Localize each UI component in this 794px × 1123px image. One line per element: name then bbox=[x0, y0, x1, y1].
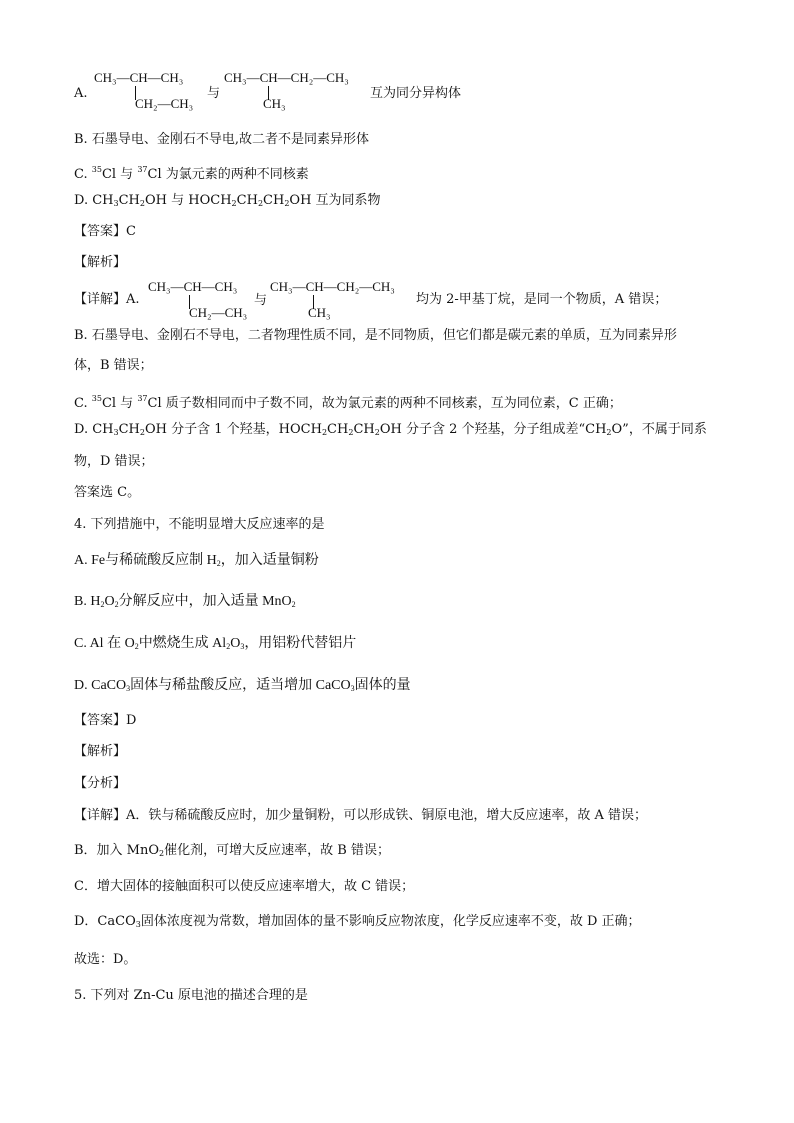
q3-option-c bbox=[74, 160, 309, 185]
q3-detail-d bbox=[74, 420, 707, 443]
q3-detail-b1: B. 石墨导电、金刚石不导电，二者物理性质不同，是不同物质，但它们都是碳元素的单质，互为同素异形 bbox=[74, 328, 677, 343]
q4-a-pre: A. Fe与稀硫酸反应制 H bbox=[74, 553, 217, 568]
sub-3: 3 bbox=[113, 199, 119, 208]
sub-2: 2 bbox=[291, 600, 296, 609]
q3-detail-d-b: CH bbox=[118, 422, 140, 437]
sub-3: 3 bbox=[113, 428, 119, 437]
q4-option-b bbox=[74, 592, 296, 615]
q5-stem: 5. 下列对 Zn-Cu 原电池的描述合理的是 bbox=[74, 988, 308, 1003]
q4-b-mid2: 分解反应中，加入适量 MnO bbox=[118, 594, 292, 609]
q3-c-mid: Cl 与 bbox=[101, 167, 138, 182]
q3-option-d bbox=[74, 191, 381, 214]
q4-answer: 【答案】D bbox=[74, 713, 137, 728]
sub-2: 2 bbox=[134, 642, 139, 651]
q4-detail-d-post: 固体浓度视为常数，增加固体的量不影响反应物浓度，化学反应速率不变，故 D 正确； bbox=[140, 914, 641, 929]
q3-a-tail: 互为同分异构体 bbox=[370, 86, 462, 101]
q3-detail-d2: 物，D 错误； bbox=[74, 454, 154, 469]
q3-detail-d-e: CH bbox=[353, 422, 375, 437]
q4-c-pre: C. Al 在 O bbox=[74, 636, 135, 651]
q4-stem: 4. 下列措施中，不能明显增大反应速率的是 bbox=[74, 517, 325, 532]
q4-detail-b bbox=[74, 841, 390, 864]
sub-2: 2 bbox=[226, 642, 231, 651]
sub-2: 2 bbox=[159, 849, 165, 858]
q3-a-struct2-branch: CH₃ bbox=[263, 96, 286, 111]
q4-detail-b-pre: B．加入 MnO bbox=[74, 843, 160, 858]
q4-choose: 故选：D。 bbox=[74, 952, 137, 967]
q3-d-p3: OH 与 HOCH bbox=[145, 193, 232, 208]
q3-d-p4: CH bbox=[236, 193, 258, 208]
q3-c-sup2: 37 bbox=[137, 165, 148, 174]
sub-2: 2 bbox=[114, 600, 119, 609]
q4-detail-d-pre: D．CaCO bbox=[74, 914, 136, 929]
q3-detail-c-sup2: 37 bbox=[137, 394, 148, 403]
q3-a-struct1-branch: CH₂—CH₃ bbox=[135, 96, 194, 111]
q3-a-conj: 与 bbox=[207, 86, 221, 101]
q3-detail-b2: 体，B 错误； bbox=[74, 358, 153, 373]
q3-detail-tail: 均为 2-甲基丁烷，是同一个物质，A 错误； bbox=[416, 292, 668, 307]
q4-c-mid: 中燃烧生成 Al bbox=[138, 636, 227, 651]
q3-detail-d-d: CH bbox=[327, 422, 349, 437]
q3-option-b: B. 石墨导电、金刚石不导电,故二者不是同素异形体 bbox=[74, 132, 369, 147]
q3-d-p2: CH bbox=[118, 193, 140, 208]
q3-detail-c-prefix: C. bbox=[74, 396, 92, 411]
q3-c-prefix: C. bbox=[74, 167, 92, 182]
sub-2: 2 bbox=[284, 199, 290, 208]
q4-option-d bbox=[74, 676, 411, 699]
sub-2: 2 bbox=[374, 428, 380, 437]
sub-3: 3 bbox=[135, 920, 141, 929]
q3-detail-d-a: D. CH bbox=[74, 422, 114, 437]
q4-d-post: 固体的量 bbox=[354, 678, 411, 693]
q3-analysis: 【解析】 bbox=[74, 255, 127, 270]
q4-c-mid2: O bbox=[230, 636, 241, 651]
q4-d-pre: D. CaCO bbox=[74, 678, 127, 693]
sub-3: 3 bbox=[350, 684, 355, 693]
q4-analysis: 【解析】 bbox=[74, 744, 127, 759]
q3-choose: 答案选 C。 bbox=[74, 485, 141, 500]
q3-a-struct1-main: CH₃—CH—CH₃ bbox=[94, 70, 184, 85]
q3-d-p6: OH 互为同系物 bbox=[289, 193, 381, 208]
q3-detail-struct2-main: CH₃—CH—CH₂—CH₃ bbox=[270, 279, 395, 294]
q3-detail-c-mid: Cl 与 bbox=[101, 396, 138, 411]
q4-option-a bbox=[74, 551, 319, 574]
q3-c-tail: Cl 为氯元素的两种不同核素 bbox=[147, 167, 309, 182]
q4-fenxi: 【分析】 bbox=[74, 776, 127, 791]
sub-2: 2 bbox=[321, 428, 328, 437]
sub-2: 2 bbox=[100, 600, 105, 609]
sub-3: 3 bbox=[126, 684, 131, 693]
q3-detail-d-c: OH 分子含 1 个羟基，HOCH bbox=[145, 422, 322, 437]
sub-2: 2 bbox=[231, 199, 237, 208]
q4-b-pre: B. H bbox=[74, 594, 101, 609]
sub-2: 2 bbox=[348, 428, 354, 437]
q3-detail-d-f: OH 分子含 2 个羟基，分子组成差“CH bbox=[379, 422, 607, 437]
q4-d-mid: 固体与稀盐酸反应，适当增加 CaCO bbox=[130, 678, 351, 693]
sub-2: 2 bbox=[216, 559, 221, 568]
q4-option-c bbox=[74, 634, 356, 657]
q3-detail-d-g: O”，不属于同系 bbox=[611, 422, 707, 437]
q3-a-struct2-main: CH₃—CH—CH₂—CH₃ bbox=[224, 70, 349, 85]
q4-detail-b-post: 催化剂，可增大反应速率，故 B 错误； bbox=[164, 843, 390, 858]
q4-detail-d bbox=[74, 912, 641, 935]
sub-2: 2 bbox=[139, 199, 145, 208]
q3-detail-struct1-branch: CH₂—CH₃ bbox=[189, 305, 248, 320]
q3-detail-c-sup1: 35 bbox=[91, 394, 102, 403]
q3-d-p1: D. CH bbox=[74, 193, 114, 208]
q4-b-mid1: O bbox=[104, 594, 115, 609]
q3-detail-struct2-branch: CH₃ bbox=[308, 305, 331, 320]
q4-detail-c: C．增大固体的接触面积可以使反应速率增大，故 C 错误； bbox=[74, 879, 415, 894]
sub-2: 2 bbox=[257, 199, 264, 208]
q3-detail-prefix: 【详解】A. bbox=[74, 292, 140, 307]
q3-detail-c-tail: Cl 质子数相同而中子数不同，故为氯元素的两种不同核素，互为同位素，C 正确； bbox=[147, 396, 622, 411]
q3-c-sup1: 35 bbox=[91, 165, 102, 174]
sub-2: 2 bbox=[139, 428, 145, 437]
q3-a-label: A. bbox=[74, 86, 88, 101]
q3-detail-struct1-main: CH₃—CH—CH₃ bbox=[148, 279, 238, 294]
q3-d-p5: CH bbox=[263, 193, 285, 208]
q4-detail-a: 【详解】A．铁与稀硫酸反应时，加少量铜粉，可以形成铁、铜原电池，增大反应速率，故 A 错误； bbox=[74, 808, 648, 823]
sub-3: 3 bbox=[240, 642, 245, 651]
sub-2: 2 bbox=[606, 428, 612, 437]
q3-detail-conj: 与 bbox=[254, 293, 268, 308]
q4-c-post: ，用铝粉代替铝片 bbox=[244, 636, 357, 651]
q3-detail-c bbox=[74, 389, 622, 414]
q3-answer: 【答案】C bbox=[74, 224, 136, 239]
q4-a-post: ，加入适量铜粉 bbox=[220, 553, 319, 568]
